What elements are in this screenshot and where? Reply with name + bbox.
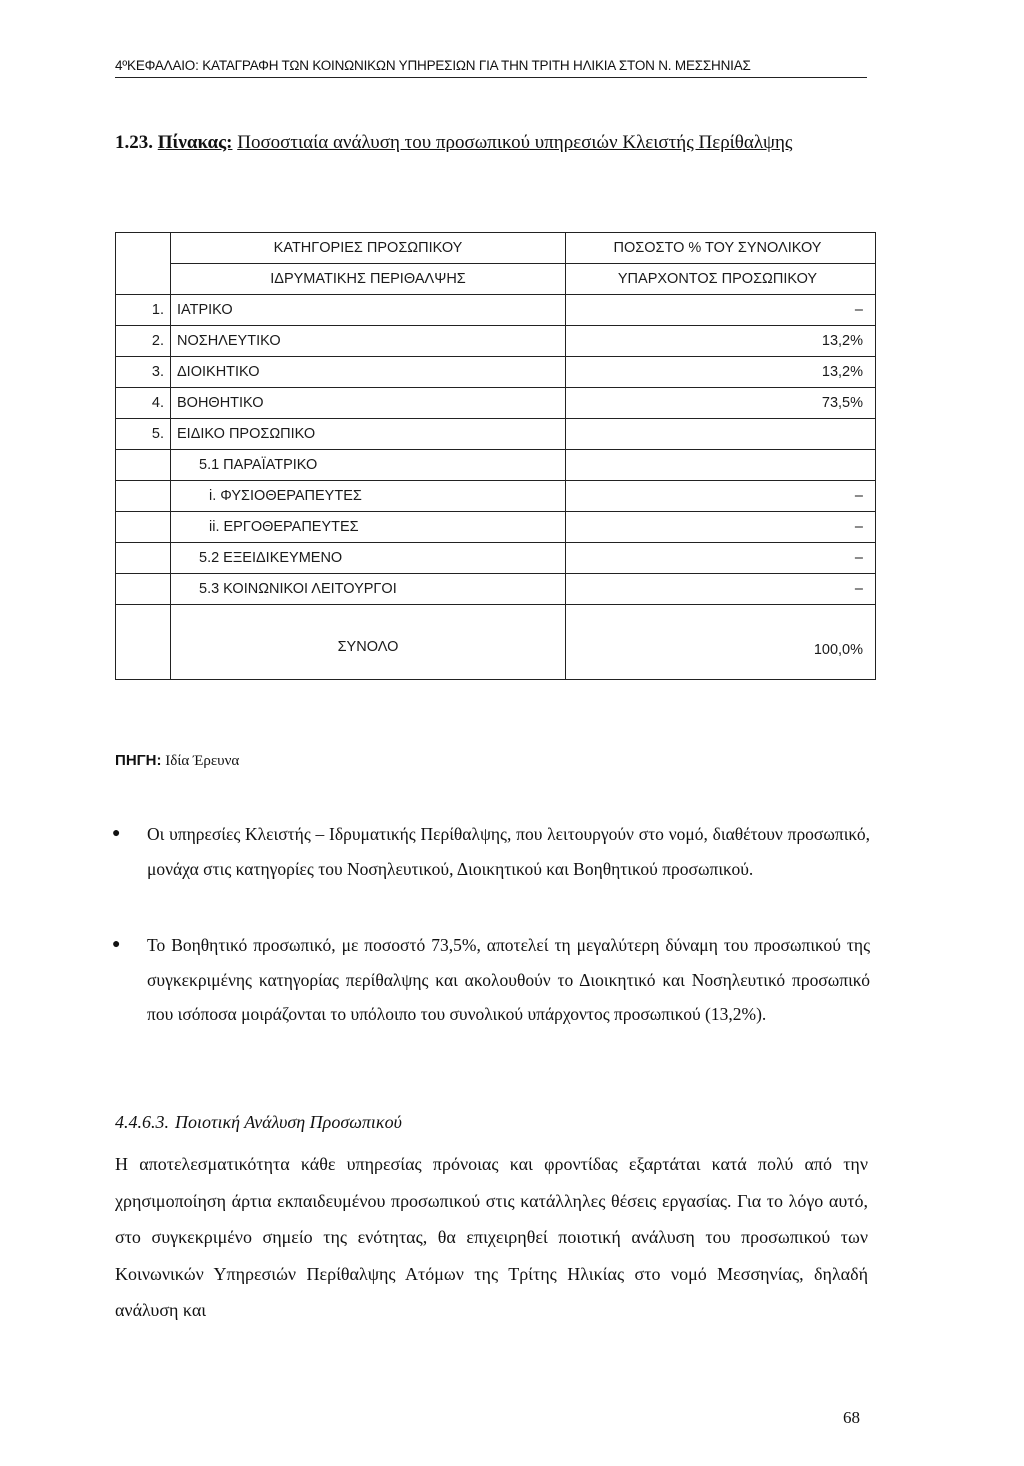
table-row (116, 388, 876, 419)
row-category: ΒΟΗΘΗΤΙΚΟ (171, 388, 566, 419)
row-number: 1. (116, 295, 171, 326)
body-paragraph: Η αποτελεσματικότητα κάθε υπηρεσίας πρόνοιας και φροντίδας εξαρτάται κατά πολύ από την χρησιμοποίηση άρτια εκπαιδευμένου προσωπικού στις κατάλληλες θέσεις εργασίας. Για το λόγο αυτό, στο συγκεκριμένο σημείο της ενότητας, θα επιχειρηθεί ποιοτική ανάλυση του προσωπικού των Κοινωνικών Υπηρεσιών Περίθαλψης Ατόμων της Τρίτης Ηλικίας στο νομό Μεσσηνίας, δηλαδή ανάλυση και (115, 1154, 868, 1320)
row-number (116, 450, 171, 481)
section-title: Ποιοτική Ανάλυση Προσωπικού (175, 1112, 402, 1132)
row-number (116, 481, 171, 512)
bullet-text: Οι υπηρεσίες Κλειστής – Ιδρυματικής Περίθαλψης, που λειτουργούν στο νομό, διαθέτουν προσωπικό, μονάχα στις κατηγορίες του Νοσηλευτικού, Διοικητικού και Βοηθητικού προσωπικού. (147, 824, 870, 879)
row-category: ΝΟΣΗΛΕΥΤΙΚΟ (171, 326, 566, 357)
table-row (116, 357, 876, 388)
row-number (116, 574, 171, 605)
bullet-icon: ● (112, 826, 121, 841)
row-category: 5.1 ΠΑΡΑΪΑΤΡΙΚΟ (171, 450, 566, 481)
row-category: ΙΑΤΡΙΚΟ (171, 295, 566, 326)
row-percent: – (566, 481, 876, 512)
table-row (116, 481, 876, 512)
row-number (116, 512, 171, 543)
row-percent (566, 450, 876, 481)
table-total-row (116, 605, 876, 680)
bullet-item (112, 928, 870, 1032)
row-category: 5.2 ΕΞΕΙΔΙΚΕΥΜΕΝΟ (171, 543, 566, 574)
table-row (116, 543, 876, 574)
row-percent: 73,5% (566, 388, 876, 419)
row-percent: 13,2% (566, 357, 876, 388)
row-number (116, 543, 171, 574)
caption-title: Ποσοστιαία ανάλυση του προσωπικού υπηρεσιών Κλειστής Περίθαλψης (237, 132, 793, 153)
source-line (115, 752, 239, 770)
table-header-row-1 (116, 233, 876, 264)
row-category: i. ΦΥΣΙΟΘΕΡΑΠΕΥΤΕΣ (171, 481, 566, 512)
header-percent-cell: ΠΟΣΟΣΤΟ % ΤΟΥ ΣΥΝΟΛΙΚΟΥ (566, 233, 876, 264)
row-category: ΕΙΔΙΚΟ ΠΡΟΣΩΠΙΚΟ (171, 419, 566, 450)
table-header-row-2 (116, 264, 876, 295)
row-percent: – (566, 574, 876, 605)
row-percent: – (566, 543, 876, 574)
total-number-cell (116, 605, 171, 680)
row-number: 4. (116, 388, 171, 419)
source-text: Ιδία Έρευνα (165, 753, 240, 769)
source-label: ΠΗΓΗ: (115, 752, 162, 769)
row-category: ii. ΕΡΓΟΘΕΡΑΠΕΥΤΕΣ (171, 512, 566, 543)
row-category: 5.3 ΚΟΙΝΩΝΙΚΟΙ ΛΕΙΤΟΥΡΓΟΙ (171, 574, 566, 605)
section-heading (115, 1112, 402, 1133)
bullet-item (112, 817, 870, 886)
bullet-text: Το Βοηθητικό προσωπικό, με ποσοστό 73,5%, αποτελεί τη μεγαλύτερη δύναμη του προσωπικού της συγκεκριμένης κατηγορίας περίθαλψης και ακολουθούν το Διοικητικό και Νοσηλευτικό προσωπικό που ισόποσα μοιράζονται το υπόλοιπο του συνολικού υπάρχοντος προσωπικού (13,2%). (147, 935, 870, 1024)
table-row (116, 574, 876, 605)
row-percent (566, 419, 876, 450)
table-caption (115, 124, 870, 161)
row-number: 5. (116, 419, 171, 450)
row-category: ΔΙΟΙΚΗΤΙΚΟ (171, 357, 566, 388)
caption-label: Πίνακας: (157, 132, 233, 153)
running-header: 4ºΚΕΦΑΛΑΙΟ: ΚΑΤΑΓΡΑΦΗ ΤΩΝ ΚΟΙΝΩΝΙΚΩΝ ΥΠΗΡΕΣΙΩΝ ΓΙΑ ΤΗΝ ΤΡΙΤΗ ΗΛΙΚΙΑ ΣΤΟΝ Ν. ΜΕΣΣΗΝΙΑΣ (115, 58, 867, 78)
row-percent: – (566, 295, 876, 326)
header-category-cell: ΚΑΤΗΓΟΡΙΕΣ ΠΡΟΣΩΠΙΚΟΥ (171, 233, 566, 264)
table-row (116, 450, 876, 481)
table-row (116, 326, 876, 357)
header-percent-cell-line2: ΥΠΑΡΧΟΝΤΟΣ ΠΡΟΣΩΠΙΚΟΥ (566, 264, 876, 295)
bullet-icon: ● (112, 937, 121, 952)
caption-number: 1.23. (115, 132, 153, 153)
header-category-cell-line2: ΙΔΡΥΜΑΤΙΚΗΣ ΠΕΡΙΘΑΛΨΗΣ (171, 264, 566, 295)
section-number: 4.4.6.3. (115, 1112, 169, 1132)
total-label: ΣΥΝΟΛΟ (171, 605, 566, 680)
table-row (116, 419, 876, 450)
row-percent: – (566, 512, 876, 543)
page-number: 68 (843, 1408, 860, 1427)
total-percent: 100,0% (566, 605, 876, 680)
row-number: 3. (116, 357, 171, 388)
table-row (116, 512, 876, 543)
header-number-cell (116, 233, 171, 295)
table-row (116, 295, 876, 326)
row-percent: 13,2% (566, 326, 876, 357)
row-number: 2. (116, 326, 171, 357)
staff-percentage-table (115, 232, 876, 680)
